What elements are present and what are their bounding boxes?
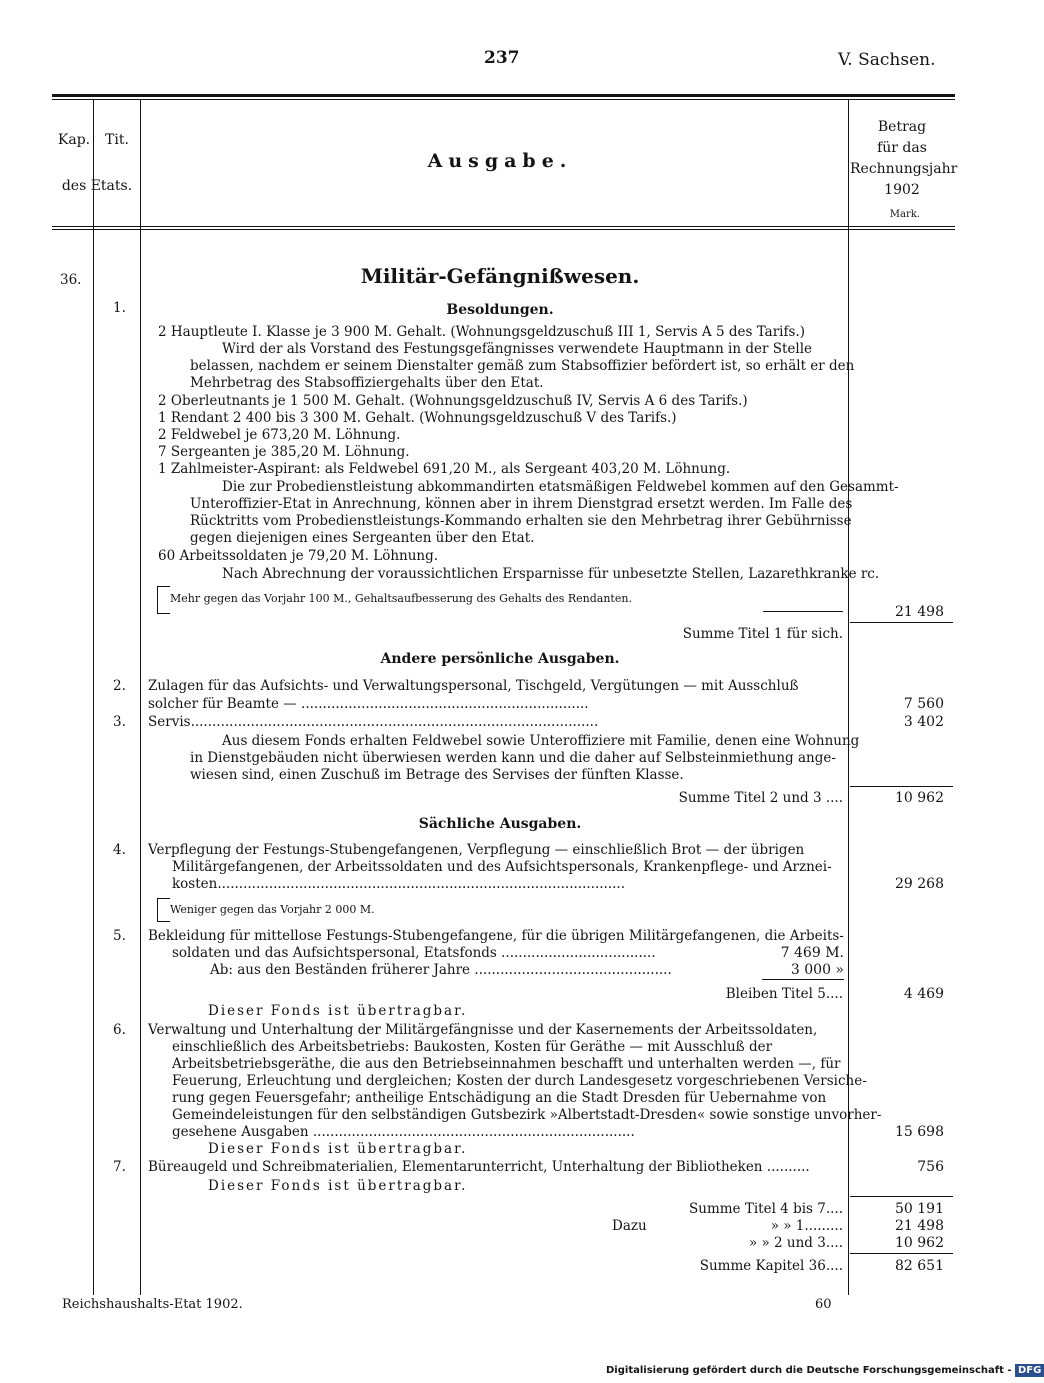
title-number: 5. — [113, 928, 126, 944]
uebertragbar-note: Dieser Fonds ist übertragbar. — [208, 1178, 468, 1194]
title6-line: Gemeindeleistungen für den selbständigen Gutsbezirk »Albertstadt-Dresden« sowie sonstige unvorher- — [172, 1107, 882, 1123]
title1-line: 2 Feldwebel je 673,20 M. Löhnung. — [158, 427, 401, 443]
header-bottom-rule-1 — [52, 226, 955, 227]
title2-line: Zulagen für das Aufsichts- und Verwaltungspersonal, Tischgeld, Vergütungen — mit Ausschluß — [148, 678, 799, 694]
title3-note-line: in Dienstgebäuden nicht überwiesen werden kann und die daher auf Selbsteinmiethung ange- — [190, 750, 836, 766]
title6-line: Verwaltung und Unterhaltung der Militärgefängnisse und der Kasernements der Arbeitssoldaten, — [148, 1022, 818, 1038]
title-number: 4. — [113, 842, 126, 858]
summe-kapitel-amount: 82 651 — [895, 1258, 944, 1274]
title-number: 7. — [113, 1159, 126, 1175]
title7-amount: 756 — [917, 1159, 944, 1175]
title4-note: Weniger gegen das Vorjahr 2 000 M. — [170, 903, 375, 916]
sum-rule — [763, 611, 843, 612]
summe-titel23: Summe Titel 2 und 3 .... — [678, 790, 843, 806]
title1-line: 1 Rendant 2 400 bis 3 300 M. Gehalt. (Wohnungsgeldzuschuß V des Tarifs.) — [158, 410, 677, 426]
title1-line: belassen, nachdem er seinem Dienstalter gemäß zum Stabsoffizier befördert ist, so erhält er den — [190, 358, 855, 374]
kap-number: 36. — [60, 272, 82, 288]
title1-line: 2 Oberleutnants je 1 500 M. Gehalt. (Wohnungsgeldzuschuß IV, Servis A 6 des Tarifs.) — [158, 393, 748, 409]
title1-line: gegen diejenigen eines Sergeanten über den Etat. — [190, 530, 535, 546]
title1-line: 2 Hauptleute I. Klasse je 3 900 M. Gehalt. (Wohnungsgeldzuschuß III 1, Servis A 5 des Tarifs.) — [158, 324, 805, 340]
top-double-rule-1 — [52, 94, 955, 97]
title6-line: einschließlich des Arbeitsbetriebs: Baukosten, Kosten für Geräthe — mit Ausschluß der — [172, 1039, 773, 1055]
title1-note: Mehr gegen das Vorjahr 100 M., Gehaltsaufbesserung des Gehalts des Rendanten. — [170, 592, 632, 605]
summe-4-7-amount: 50 191 — [895, 1201, 944, 1217]
title2-amount: 7 560 — [903, 696, 944, 712]
title-number: 6. — [113, 1022, 126, 1038]
state-heading: V. Sachsen. — [838, 50, 936, 70]
dfg-credit-text: Digitalisierung gefördert durch die Deutsche Forschungsgemeinschaft - — [606, 1365, 1012, 1376]
dazu-1: » » 1......... — [770, 1218, 843, 1234]
page-number: 237 — [484, 48, 520, 68]
title1-line: Unteroffizier-Etat in Anrechnung, können aber in ihrem Dienstgrad ersetzt werden. Im Falle des — [190, 496, 853, 512]
title1-line: Die zur Probedienstleistung abkommandirten etatsmäßigen Feldwebel kommen auf den Gesammt- — [222, 479, 899, 495]
title5-etatsfonds: 7 469 M. — [780, 945, 844, 961]
title-number: 1. — [113, 300, 126, 316]
bleiben-titel5-amount: 4 469 — [903, 986, 944, 1002]
note-bracket — [157, 586, 170, 614]
title6-line: rung gegen Feuersgefahr; antheilige Entschädigung an die Stadt Dresden für Uebernahme von — [172, 1090, 827, 1106]
uebertragbar-note: Dieser Fonds ist übertragbar. — [208, 1003, 468, 1019]
title3-note-line: Aus diesem Fonds erhalten Feldwebel sowie Unteroffiziere mit Familie, denen eine Wohnung — [222, 733, 860, 749]
sum-rule — [762, 979, 844, 980]
uebertragbar-note: Dieser Fonds ist übertragbar. — [208, 1141, 468, 1157]
title4-line: kosten............................................................................................... — [172, 876, 626, 892]
header-bottom-rule-2 — [52, 229, 955, 230]
title1-line: Nach Abrechnung der voraussichtlichen Ersparnisse für unbesetzte Stellen, Lazarethkranke rc. — [222, 566, 880, 582]
title1-line: 60 Arbeitssoldaten je 79,20 M. Löhnung. — [158, 548, 439, 564]
title5-ab: 3 000 » — [790, 962, 844, 978]
dazu-label: Dazu — [612, 1218, 647, 1234]
title3-amount: 3 402 — [903, 714, 944, 730]
dazu-23-amount: 10 962 — [895, 1235, 944, 1251]
title2-line: solcher für Beamte — ................................................................... — [148, 696, 589, 712]
title6-line: Feuerung, Erleuchtung und dergleichen; Kosten der durch Landesgesetz vorgeschriebenen Versiche- — [172, 1073, 867, 1089]
title6-line: Arbeitsbetriebsgeräthe, die aus den Betriebseinnahmen beschafft und unterhalten werden —, für — [172, 1056, 841, 1072]
mark-heading: Mark. — [889, 209, 920, 220]
summe-4-7: Summe Titel 4 bis 7.... — [689, 1201, 843, 1217]
ausgabe-heading: Ausgabe. — [427, 150, 573, 172]
footer-page: 60 — [815, 1297, 832, 1312]
title4-line: Verpflegung der Festungs-Stubengefangenen, Verpflegung — einschließlich Brot — der übrigen — [148, 842, 805, 858]
title1-line: Rücktritts vom Probedienstleistungs-Kommando erhalten sie den Mehrbetrag ihrer Gebührnisse — [190, 513, 852, 529]
title6-amount: 15 698 — [895, 1124, 944, 1140]
tit-col-divider — [140, 100, 141, 1295]
title3-line: Servis............................................................................................... — [148, 714, 599, 730]
title6-line: gesehene Ausgaben ........................................................................... — [172, 1124, 635, 1140]
top-double-rule-2 — [52, 99, 955, 100]
amount-rule — [850, 622, 953, 623]
betrag-line: Rechnungsjahr — [850, 161, 958, 177]
betrag-line: Betrag — [877, 119, 927, 135]
title1-amount: 21 498 — [895, 604, 944, 620]
summe-titel1: Summe Titel 1 für sich. — [682, 626, 843, 642]
kap-col-divider — [93, 100, 94, 1295]
title1-line: 7 Sergeanten je 385,20 M. Löhnung. — [158, 444, 410, 460]
title-number: 2. — [113, 678, 126, 694]
des-etats-heading: des Etats. — [61, 178, 133, 194]
section-besoldungen: Besoldungen. — [446, 302, 554, 318]
title3-note-line: wiesen sind, einen Zuschuß im Betrage des Servises der fünften Klasse. — [190, 767, 684, 783]
title7-line: Büreaugeld und Schreibmaterialien, Elementarunterricht, Unterhaltung der Bibliotheken .......... — [148, 1159, 810, 1175]
title1-line: Mehrbetrag des Stabsoffiziergehalts über den Etat. — [190, 375, 544, 391]
betrag-line: für das — [877, 140, 927, 156]
tit-heading: Tit. — [105, 132, 129, 148]
betrag-line: 1902 — [884, 182, 920, 198]
kap-heading: Kap. — [57, 132, 91, 148]
title5-line: soldaten und das Aufsichtspersonal, Etatsfonds .................................... — [172, 945, 656, 961]
title5-line: Bekleidung für mittellose Festungs-Stubengefangene, für die übrigen Militärgefangenen, die Arbeits- — [148, 928, 844, 944]
note-bracket — [157, 898, 170, 922]
amount-rule — [850, 1253, 953, 1254]
section-saechliche: Sächliche Ausgaben. — [418, 816, 582, 832]
title1-line: Wird der als Vorstand des Festungsgefängnisses verwendete Hauptmann in der Stelle — [222, 341, 813, 357]
title5-line: Ab: aus den Beständen früherer Jahre .............................................. — [210, 962, 672, 978]
title4-amount: 29 268 — [895, 876, 944, 892]
dfg-credit — [606, 1365, 1044, 1376]
section-andere: Andere persönliche Ausgaben. — [380, 651, 620, 667]
chapter-heading: Militär-Gefängnißwesen. — [360, 264, 640, 288]
amount-rule — [850, 1196, 953, 1197]
dazu-23: » » 2 und 3.... — [748, 1235, 843, 1251]
title-number: 3. — [113, 714, 126, 730]
title1-line: 1 Zahlmeister-Aspirant: als Feldwebel 691,20 M., als Sergeant 403,20 M. Löhnung. — [158, 461, 731, 477]
dfg-logo: DFG — [1015, 1364, 1044, 1377]
summe-kapitel: Summe Kapitel 36.... — [699, 1258, 843, 1274]
dazu-1-amount: 21 498 — [895, 1218, 944, 1234]
amount-rule — [850, 786, 953, 787]
betrag-heading — [850, 117, 958, 201]
title4-line: Militärgefangenen, der Arbeitssoldaten und des Aufsichtspersonals, Krankenpflege- und Arznei- — [172, 859, 832, 875]
bleiben-titel5: Bleiben Titel 5.... — [725, 986, 843, 1002]
footer-left: Reichshaushalts-Etat 1902. — [62, 1297, 243, 1312]
summe-titel23-amount: 10 962 — [895, 790, 944, 806]
